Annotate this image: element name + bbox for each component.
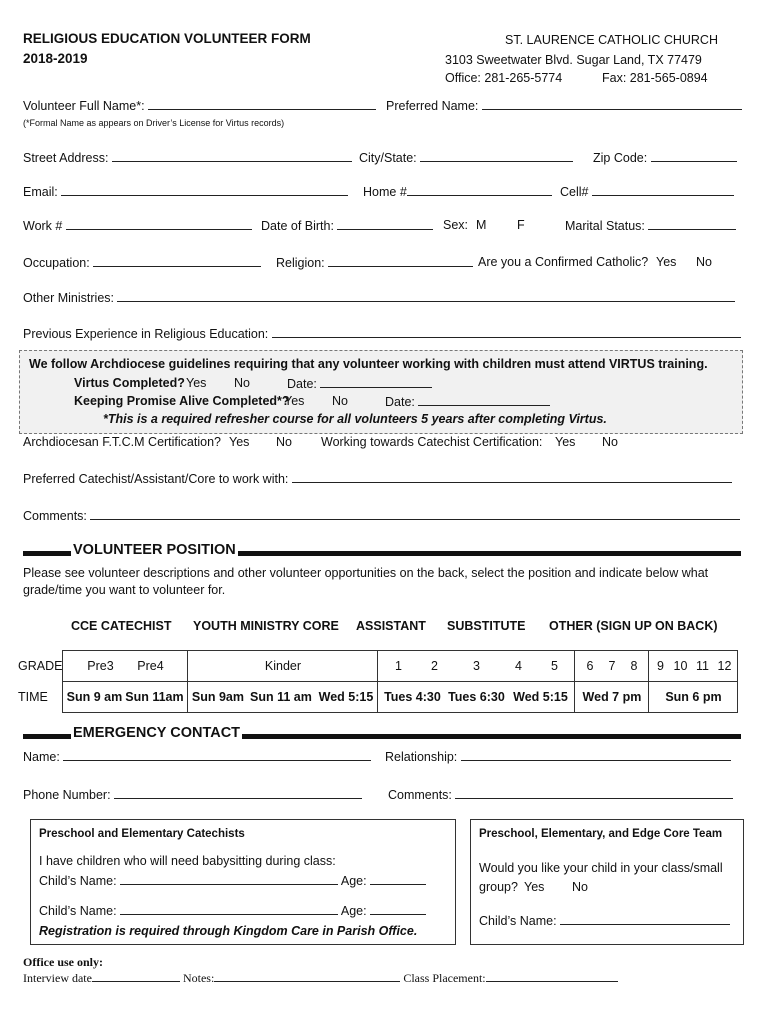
religion-line[interactable] bbox=[328, 255, 473, 267]
time-label: TIME bbox=[18, 690, 48, 704]
working-towards-label: Working towards Catechist Certification: bbox=[321, 435, 543, 449]
time-kinder-sun-9am: Sun 9am bbox=[191, 690, 244, 704]
working-towards-yes[interactable]: Yes bbox=[555, 435, 576, 449]
emergency-phone-label: Phone Number: bbox=[23, 788, 111, 802]
emergency-comments-label: Comments: bbox=[388, 788, 452, 802]
time-elem-wed-515: Wed 5:15 bbox=[513, 690, 568, 704]
position-other[interactable]: OTHER (SIGN UP ON BACK) bbox=[549, 619, 718, 633]
emergency-name-label: Name: bbox=[23, 750, 60, 764]
emergency-phone-field[interactable] bbox=[23, 787, 362, 802]
volunteer-position-heading bbox=[23, 544, 741, 560]
zip-line[interactable] bbox=[651, 150, 737, 162]
relationship-field[interactable] bbox=[385, 749, 731, 764]
work-phone-field[interactable] bbox=[23, 218, 252, 233]
ftcm-label: Archdiocesan F.T.C.M Certification? bbox=[23, 435, 221, 449]
office-notes-line[interactable] bbox=[214, 970, 400, 982]
emergency-name-line[interactable] bbox=[63, 749, 371, 761]
position-instructions-2: grade/time you want to volunteer for. bbox=[23, 583, 226, 597]
form-year: 2018-2019 bbox=[23, 51, 88, 66]
ftcm-yes[interactable]: Yes bbox=[229, 435, 250, 449]
other-ministries-field[interactable] bbox=[23, 290, 735, 305]
time-cell-middle[interactable] bbox=[575, 682, 649, 713]
virtus-completed-yes[interactable]: Yes bbox=[186, 376, 207, 390]
cell-phone-field[interactable] bbox=[560, 184, 734, 199]
grade-row bbox=[14, 651, 738, 682]
time-tues-430: Tues 4:30 bbox=[384, 690, 441, 704]
street-line[interactable] bbox=[112, 150, 352, 162]
preferred-catechist-label: Preferred Catechist/Assistant/Core to work with: bbox=[23, 472, 289, 486]
catechists-box-title: Preschool and Elementary Catechists bbox=[39, 828, 245, 840]
time-sun-11am: Sun 11am bbox=[125, 690, 184, 704]
child-name-line-2[interactable] bbox=[120, 903, 338, 915]
form-title: RELIGIOUS EDUCATION VOLUNTEER FORM bbox=[23, 31, 311, 46]
time-cell-kinder[interactable] bbox=[188, 682, 378, 713]
child-name-field-1[interactable] bbox=[39, 873, 426, 888]
grade-1: 1 bbox=[394, 659, 402, 673]
time-kinder-wed-515: Wed 5:15 bbox=[318, 690, 374, 704]
comments-line[interactable] bbox=[90, 508, 740, 520]
street-label: Street Address: bbox=[23, 151, 109, 165]
emergency-name-field[interactable] bbox=[23, 749, 371, 764]
time-cell-elementary[interactable] bbox=[378, 682, 575, 713]
grade-12: 12 bbox=[717, 659, 732, 673]
virtus-completed-no[interactable]: No bbox=[234, 376, 250, 390]
age-line-1[interactable] bbox=[370, 873, 426, 885]
keeping-alive-label: Keeping Promise Alive Completed*? bbox=[74, 394, 290, 408]
grade-8: 8 bbox=[630, 659, 638, 673]
child-name-field-2[interactable] bbox=[39, 903, 426, 918]
virtus-date-field[interactable] bbox=[287, 376, 432, 391]
work-phone-line[interactable] bbox=[66, 218, 252, 230]
church-name: ST. LAURENCE CATHOLIC CHURCH bbox=[505, 33, 718, 47]
position-youth-ministry-core[interactable]: YOUTH MINISTRY CORE bbox=[193, 619, 339, 633]
babysitting-text: I have children who will need babysitting during class: bbox=[39, 854, 336, 868]
comments-label: Comments: bbox=[23, 509, 87, 523]
work-phone-label: Work # bbox=[23, 219, 63, 233]
time-tues-630: Tues 6:30 bbox=[448, 690, 505, 704]
fax-number: Fax: 281-565-0894 bbox=[602, 71, 708, 85]
grade-label: GRADE bbox=[18, 659, 63, 673]
interview-date-line[interactable] bbox=[92, 970, 180, 982]
class-placement-line[interactable] bbox=[486, 970, 618, 982]
working-towards-no[interactable]: No bbox=[602, 435, 618, 449]
previous-experience-field[interactable] bbox=[23, 326, 741, 341]
city-state-field[interactable] bbox=[359, 150, 573, 165]
religion-label: Religion: bbox=[276, 256, 325, 270]
emergency-phone-line[interactable] bbox=[114, 787, 362, 799]
email-line[interactable] bbox=[61, 184, 348, 196]
age-line-2[interactable] bbox=[370, 903, 426, 915]
preferred-name-label: Preferred Name: bbox=[386, 99, 479, 113]
time-cell-preschool[interactable] bbox=[63, 682, 188, 713]
core-yes[interactable]: Yes bbox=[524, 880, 545, 894]
class-placement-label: Class Placement: bbox=[403, 971, 486, 985]
ftcm-no[interactable]: No bbox=[276, 435, 292, 449]
zip-field[interactable] bbox=[593, 150, 737, 165]
city-state-line[interactable] bbox=[420, 150, 573, 162]
emergency-contact-title: EMERGENCY CONTACT bbox=[73, 725, 241, 741]
core-question-1: Would you like your child in your class/small bbox=[479, 861, 723, 875]
grade-9: 9 bbox=[656, 659, 664, 673]
volunteer-position-title: VOLUNTEER POSITION bbox=[73, 542, 236, 558]
relationship-line[interactable] bbox=[461, 749, 731, 761]
virtus-date-label: Date: bbox=[287, 377, 317, 391]
confirmed-no[interactable]: No bbox=[696, 255, 712, 269]
keeping-alive-date-field[interactable] bbox=[385, 394, 550, 409]
grade-4: 4 bbox=[514, 659, 522, 673]
age-label-1: Age: bbox=[340, 874, 367, 888]
dob-label: Date of Birth: bbox=[261, 219, 334, 233]
age-label-2: Age: bbox=[340, 904, 367, 918]
position-cce-catechist[interactable]: CCE CATECHIST bbox=[71, 619, 172, 633]
other-ministries-line[interactable] bbox=[117, 290, 735, 302]
position-assistant[interactable]: ASSISTANT bbox=[356, 619, 426, 633]
marital-label: Marital Status: bbox=[565, 219, 645, 233]
core-no[interactable]: No bbox=[572, 880, 588, 894]
office-phone: Office: 281-265-5774 bbox=[445, 71, 563, 85]
confirmed-yes[interactable]: Yes bbox=[656, 255, 677, 269]
grade-7: 7 bbox=[608, 659, 616, 673]
city-state-label: City/State: bbox=[359, 151, 417, 165]
grade-3: 3 bbox=[472, 659, 480, 673]
preferred-name-field[interactable] bbox=[386, 98, 742, 113]
sex-option-m[interactable]: M bbox=[476, 218, 487, 232]
grade-cell-middle[interactable] bbox=[575, 651, 649, 682]
grade-cell-kinder[interactable] bbox=[188, 651, 378, 682]
grade-pre3: Pre3 bbox=[87, 659, 114, 673]
grade-pre4: Pre4 bbox=[137, 659, 164, 673]
child-name-label-2: Child’s Name: bbox=[39, 904, 117, 918]
time-sun-6pm: Sun 6 pm bbox=[665, 690, 722, 704]
position-instructions-1: Please see volunteer descriptions and other volunteer opportunities on the back, select the position and indicate below what bbox=[23, 566, 709, 580]
grade-6: 6 bbox=[586, 659, 594, 673]
schedule-table bbox=[14, 650, 738, 713]
sex-label: Sex: bbox=[443, 218, 469, 232]
confirmed-question: Are you a Confirmed Catholic? bbox=[478, 255, 649, 269]
core-question-2: group? bbox=[479, 880, 518, 894]
relationship-label: Relationship: bbox=[385, 750, 458, 764]
full-name-label: Volunteer Full Name*: bbox=[23, 99, 145, 113]
core-child-name-label: Child’s Name: bbox=[479, 914, 557, 928]
dob-field[interactable] bbox=[261, 218, 433, 233]
grade-kinder: Kinder bbox=[264, 659, 302, 673]
core-child-name-line[interactable] bbox=[560, 913, 730, 925]
office-use-fields[interactable] bbox=[23, 970, 618, 986]
home-phone-line[interactable] bbox=[407, 184, 552, 196]
keeping-alive-no[interactable]: No bbox=[332, 394, 348, 408]
home-phone-label: Home # bbox=[363, 185, 407, 199]
grade-cell-preschool[interactable] bbox=[63, 651, 188, 682]
registration-note: Registration is required through Kingdom Care in Parish Office. bbox=[39, 924, 418, 938]
interview-date-label: Interview date bbox=[23, 971, 92, 985]
preferred-catechist-line[interactable] bbox=[292, 471, 732, 483]
grade-10: 10 bbox=[673, 659, 688, 673]
home-phone-field[interactable] bbox=[363, 184, 552, 199]
emergency-contact-heading bbox=[23, 727, 741, 743]
keeping-alive-yes[interactable]: Yes bbox=[284, 394, 305, 408]
time-row bbox=[14, 682, 738, 713]
comments-field[interactable] bbox=[23, 508, 740, 523]
core-team-box-title: Preschool, Elementary, and Edge Core Team bbox=[479, 828, 723, 840]
grade-2: 2 bbox=[430, 659, 438, 673]
virtus-refresher-note: *This is a required refresher course for all volunteers 5 years after completing Virtus. bbox=[103, 412, 607, 426]
time-cell-high[interactable] bbox=[649, 682, 738, 713]
time-kinder-sun-11am: Sun 11 am bbox=[250, 690, 312, 704]
grade-cell-elementary[interactable] bbox=[378, 651, 575, 682]
office-use-heading: Office use only: bbox=[23, 955, 103, 969]
core-child-name-field[interactable] bbox=[479, 913, 730, 928]
occupation-line[interactable] bbox=[93, 255, 261, 267]
sex-option-f[interactable]: F bbox=[517, 218, 525, 232]
formal-name-note: (*Formal Name as appears on Driver’s License for Virtus records) bbox=[23, 118, 285, 128]
zip-label: Zip Code: bbox=[593, 151, 648, 165]
position-substitute[interactable]: SUBSTITUTE bbox=[447, 619, 526, 633]
emergency-comments-field[interactable] bbox=[388, 787, 733, 802]
religion-field[interactable] bbox=[276, 255, 473, 270]
marital-field[interactable] bbox=[565, 218, 736, 233]
grade-5: 5 bbox=[550, 659, 558, 673]
grade-cell-high[interactable] bbox=[649, 651, 738, 682]
other-ministries-label: Other Ministries: bbox=[23, 291, 114, 305]
marital-line[interactable] bbox=[648, 218, 736, 230]
cell-phone-label: Cell# bbox=[560, 185, 589, 199]
previous-experience-label: Previous Experience in Religious Education: bbox=[23, 327, 269, 341]
street-field[interactable] bbox=[23, 150, 352, 165]
keeping-alive-date-line[interactable] bbox=[418, 394, 550, 406]
preferred-catechist-field[interactable] bbox=[23, 471, 732, 486]
virtus-date-line[interactable] bbox=[320, 376, 432, 388]
full-name-line[interactable] bbox=[148, 98, 376, 110]
previous-experience-line[interactable] bbox=[272, 326, 741, 338]
virtus-completed-label: Virtus Completed? bbox=[74, 376, 185, 390]
cell-phone-line[interactable] bbox=[592, 184, 734, 196]
occupation-label: Occupation: bbox=[23, 256, 90, 270]
occupation-field[interactable] bbox=[23, 255, 261, 270]
time-sun-9am: Sun 9 am bbox=[66, 690, 123, 704]
child-name-line-1[interactable] bbox=[120, 873, 338, 885]
email-label: Email: bbox=[23, 185, 58, 199]
child-name-label-1: Child’s Name: bbox=[39, 874, 117, 888]
dob-line[interactable] bbox=[337, 218, 433, 230]
keeping-alive-date-label: Date: bbox=[385, 395, 415, 409]
email-field[interactable] bbox=[23, 184, 348, 199]
church-address: 3103 Sweetwater Blvd. Sugar Land, TX 77479 bbox=[445, 53, 702, 67]
virtus-notice: We follow Archdiocese guidelines requiring that any volunteer working with children must attend VIRTUS training. bbox=[29, 357, 708, 371]
grade-11: 11 bbox=[695, 659, 709, 673]
office-notes-label: Notes: bbox=[182, 971, 215, 985]
time-wed-7pm: Wed 7 pm bbox=[582, 690, 642, 704]
emergency-comments-line[interactable] bbox=[455, 787, 733, 799]
full-name-field[interactable] bbox=[23, 98, 376, 113]
preferred-name-line[interactable] bbox=[482, 98, 742, 110]
